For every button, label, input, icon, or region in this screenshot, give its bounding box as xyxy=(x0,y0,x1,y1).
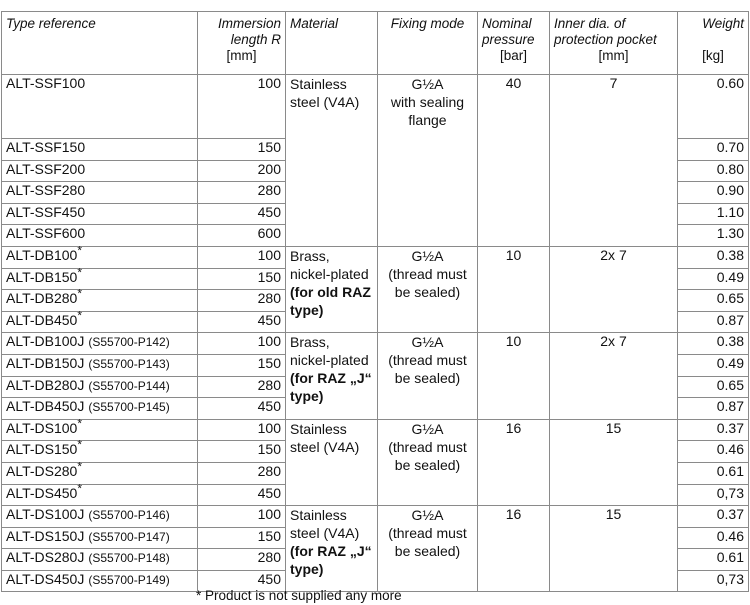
inner-diameter-cell: 15 xyxy=(550,419,678,505)
type-reference-cell xyxy=(2,376,198,398)
weight-cell: 0.65 xyxy=(678,290,749,312)
type-reference: ALT-DB150J xyxy=(6,354,85,371)
immersion-length-cell: 100 xyxy=(198,246,286,268)
fixing-mode-cell xyxy=(378,419,478,505)
immersion-length-cell: 150 xyxy=(198,268,286,290)
immersion-length-cell: 450 xyxy=(198,484,286,506)
fixing-mode-cell xyxy=(378,75,478,247)
material-note-line: (for old RAZ xyxy=(290,283,371,300)
fixing-mode-line: be sealed) xyxy=(394,370,461,387)
table-row xyxy=(2,506,749,528)
weight-cell: 0.60 xyxy=(678,75,749,139)
header-nominal-pressure: Nominal pressure [bar] xyxy=(478,12,550,75)
immersion-length-cell: 200 xyxy=(198,160,286,182)
fixing-mode-line: (thread must xyxy=(388,265,467,282)
immersion-length-cell: 150 xyxy=(198,441,286,463)
table-body xyxy=(2,75,749,592)
part-code: (S55700-P149) xyxy=(88,572,170,587)
fixing-mode-line: be sealed) xyxy=(394,456,461,473)
fixing-mode-cell xyxy=(378,506,478,592)
immersion-length-cell: 450 xyxy=(198,311,286,333)
type-reference: ALT-DS150 xyxy=(6,441,78,458)
material-line: Brass, xyxy=(290,247,330,264)
fixing-mode-line: be sealed) xyxy=(394,543,461,560)
weight-cell: 0.87 xyxy=(678,398,749,420)
material-line: nickel-plated xyxy=(290,265,369,282)
type-reference-cell xyxy=(2,506,198,528)
weight-cell: 0.37 xyxy=(678,419,749,441)
fixing-mode-line: (thread must xyxy=(388,525,467,542)
type-reference-cell xyxy=(2,308,198,333)
inner-diameter-cell: 2x 7 xyxy=(550,246,678,332)
material-cell xyxy=(286,75,378,247)
part-code: (S55700-P146) xyxy=(88,508,170,523)
discontinued-marker: * xyxy=(77,286,83,301)
nominal-pressure-cell: 16 xyxy=(478,419,550,505)
header-weight: Weight [kg] xyxy=(678,12,749,75)
material-line: Stainless xyxy=(290,507,347,524)
immersion-length-cell: 150 xyxy=(198,527,286,549)
type-reference-cell xyxy=(2,182,198,204)
immersion-length-cell: 100 xyxy=(198,333,286,355)
type-reference: ALT-DB100 xyxy=(6,246,78,263)
nominal-pressure-cell: 16 xyxy=(478,506,550,592)
weight-cell: 1.10 xyxy=(678,203,749,225)
weight-cell: 0.38 xyxy=(678,246,749,268)
immersion-length-cell: 100 xyxy=(198,75,286,139)
type-reference: ALT-DB150 xyxy=(6,268,78,285)
weight-cell: 0.49 xyxy=(678,268,749,290)
immersion-length-cell: 280 xyxy=(198,549,286,571)
part-code: (S55700-P144) xyxy=(88,378,170,393)
type-reference: ALT-DS450J xyxy=(6,570,85,587)
header-material: Material xyxy=(286,12,378,75)
immersion-length-cell: 280 xyxy=(198,376,286,398)
type-reference-cell xyxy=(2,527,198,549)
type-reference: ALT-SSF200 xyxy=(6,160,86,177)
material-line: Stainless xyxy=(290,420,347,437)
type-reference: ALT-SSF150 xyxy=(6,139,86,155)
fixing-mode-line: G½A xyxy=(411,334,444,351)
material-line: steel (V4A) xyxy=(290,94,360,110)
fixing-mode-line: (thread must xyxy=(388,352,467,369)
header-immersion-length: Immersion length R [mm] xyxy=(198,12,286,75)
discontinued-marker: * xyxy=(77,416,83,431)
material-note-line: type) xyxy=(290,301,324,318)
type-reference: ALT-DB280 xyxy=(6,290,78,307)
part-code: (S55700-P148) xyxy=(88,551,170,566)
type-reference: ALT-DS100 xyxy=(6,419,78,436)
type-reference-cell xyxy=(2,243,198,268)
header-inner-diameter: Inner dia. of protection pocket [mm] xyxy=(550,12,678,75)
product-spec-table xyxy=(1,11,749,592)
immersion-length-cell: 280 xyxy=(198,462,286,484)
table-row xyxy=(2,333,749,355)
nominal-pressure-cell: 10 xyxy=(478,246,550,332)
type-reference-cell xyxy=(2,437,198,463)
type-reference-cell xyxy=(2,286,198,312)
header-fixing-mode: Fixing mode xyxy=(378,12,478,75)
header-type-reference: Type reference xyxy=(2,12,198,75)
weight-cell: 0.46 xyxy=(678,527,749,549)
weight-cell: 0.46 xyxy=(678,441,749,463)
type-reference: ALT-DS280 xyxy=(6,462,78,479)
weight-cell: 1.30 xyxy=(678,225,749,247)
discontinued-marker: * xyxy=(77,308,83,323)
discontinued-marker: * xyxy=(77,437,83,452)
part-code: (S55700-P143) xyxy=(88,356,170,371)
footnote: * Product is not supplied any more xyxy=(196,588,402,603)
discontinued-marker: * xyxy=(77,264,83,279)
weight-cell: 0.90 xyxy=(678,182,749,204)
material-note-line: type) xyxy=(290,388,324,405)
weight-cell: 0,73 xyxy=(678,484,749,506)
inner-diameter-cell: 7 xyxy=(550,75,678,247)
type-reference-cell xyxy=(2,570,198,592)
weight-cell: 0.87 xyxy=(678,311,749,333)
part-code: (S55700-P142) xyxy=(88,335,170,350)
type-reference: ALT-DS450 xyxy=(6,484,78,501)
weight-cell: 0.80 xyxy=(678,160,749,182)
weight-cell: 0.70 xyxy=(678,139,749,161)
type-reference: ALT-DS280J xyxy=(6,549,85,566)
material-line: Stainless xyxy=(290,76,347,92)
weight-cell: 0,73 xyxy=(678,570,749,592)
type-reference: ALT-SSF100 xyxy=(6,75,86,91)
immersion-length-cell: 100 xyxy=(198,506,286,528)
type-reference-cell xyxy=(2,139,198,161)
material-cell xyxy=(286,506,378,592)
type-reference-cell xyxy=(2,480,198,506)
fixing-mode-line: G½A xyxy=(411,76,444,92)
fixing-mode-cell xyxy=(378,246,478,332)
weight-cell: 0.61 xyxy=(678,549,749,571)
immersion-length-cell: 450 xyxy=(198,203,286,225)
immersion-length-cell: 150 xyxy=(198,354,286,376)
type-reference-cell xyxy=(2,398,198,420)
type-reference-cell xyxy=(2,354,198,376)
immersion-length-cell: 150 xyxy=(198,139,286,161)
part-code: (S55700-P145) xyxy=(88,400,170,415)
type-reference: ALT-SSF450 xyxy=(6,203,86,220)
table-row xyxy=(2,419,749,441)
type-reference-cell xyxy=(2,416,198,441)
type-reference: ALT-DB450 xyxy=(6,311,78,328)
type-reference: ALT-DB450J xyxy=(6,398,85,415)
fixing-mode-line: with sealing xyxy=(390,94,465,110)
type-reference-cell xyxy=(2,203,198,225)
immersion-length-cell: 280 xyxy=(198,182,286,204)
material-line: steel (V4A) xyxy=(290,438,360,455)
type-reference-cell xyxy=(2,333,198,355)
weight-cell: 0.61 xyxy=(678,462,749,484)
material-line: steel (V4A) xyxy=(290,525,360,542)
type-reference: ALT-SSF280 xyxy=(6,182,86,199)
fixing-mode-line: flange xyxy=(408,112,447,128)
table-row xyxy=(2,246,749,268)
material-line: Brass, xyxy=(290,334,330,351)
weight-cell: 0.49 xyxy=(678,354,749,376)
immersion-length-cell: 100 xyxy=(198,419,286,441)
part-code: (S55700-P147) xyxy=(88,529,170,544)
discontinued-marker: * xyxy=(77,480,83,495)
type-reference-cell xyxy=(2,264,198,290)
inner-diameter-cell: 15 xyxy=(550,506,678,592)
type-reference: ALT-DB280J xyxy=(6,376,85,393)
fixing-mode-line: be sealed) xyxy=(394,283,461,300)
nominal-pressure-cell: 10 xyxy=(478,333,550,419)
immersion-length-cell: 280 xyxy=(198,290,286,312)
type-reference: ALT-SSF600 xyxy=(6,225,86,242)
material-note-line: type) xyxy=(290,561,324,578)
immersion-length-cell: 450 xyxy=(198,570,286,592)
discontinued-marker: * xyxy=(77,243,83,258)
table-row xyxy=(2,75,749,139)
type-reference-cell xyxy=(2,549,198,571)
fixing-mode-cell xyxy=(378,333,478,419)
weight-cell: 0.65 xyxy=(678,376,749,398)
fixing-mode-line: (thread must xyxy=(388,438,467,455)
type-reference: ALT-DB100J xyxy=(6,333,85,350)
type-reference: ALT-DS100J xyxy=(6,506,85,523)
type-reference: ALT-DS150J xyxy=(6,527,85,544)
immersion-length-cell: 450 xyxy=(198,398,286,420)
material-cell xyxy=(286,246,378,332)
weight-cell: 0.38 xyxy=(678,333,749,355)
weight-cell: 0.37 xyxy=(678,506,749,528)
fixing-mode-line: G½A xyxy=(411,247,444,264)
type-reference-cell xyxy=(2,225,198,247)
type-reference-cell xyxy=(2,75,198,139)
material-cell xyxy=(286,419,378,505)
type-reference-cell xyxy=(2,160,198,182)
type-reference-cell xyxy=(2,459,198,484)
material-note-line: (for RAZ „J“ xyxy=(290,370,372,387)
discontinued-marker: * xyxy=(77,459,83,474)
inner-diameter-cell: 2x 7 xyxy=(550,333,678,419)
material-note-line: (for RAZ „J“ xyxy=(290,543,372,560)
fixing-mode-line: G½A xyxy=(411,507,444,524)
immersion-length-cell: 600 xyxy=(198,225,286,247)
fixing-mode-line: G½A xyxy=(411,420,444,437)
nominal-pressure-cell: 40 xyxy=(478,75,550,247)
header-row xyxy=(2,12,749,75)
material-cell xyxy=(286,333,378,419)
material-line: nickel-plated xyxy=(290,352,369,369)
